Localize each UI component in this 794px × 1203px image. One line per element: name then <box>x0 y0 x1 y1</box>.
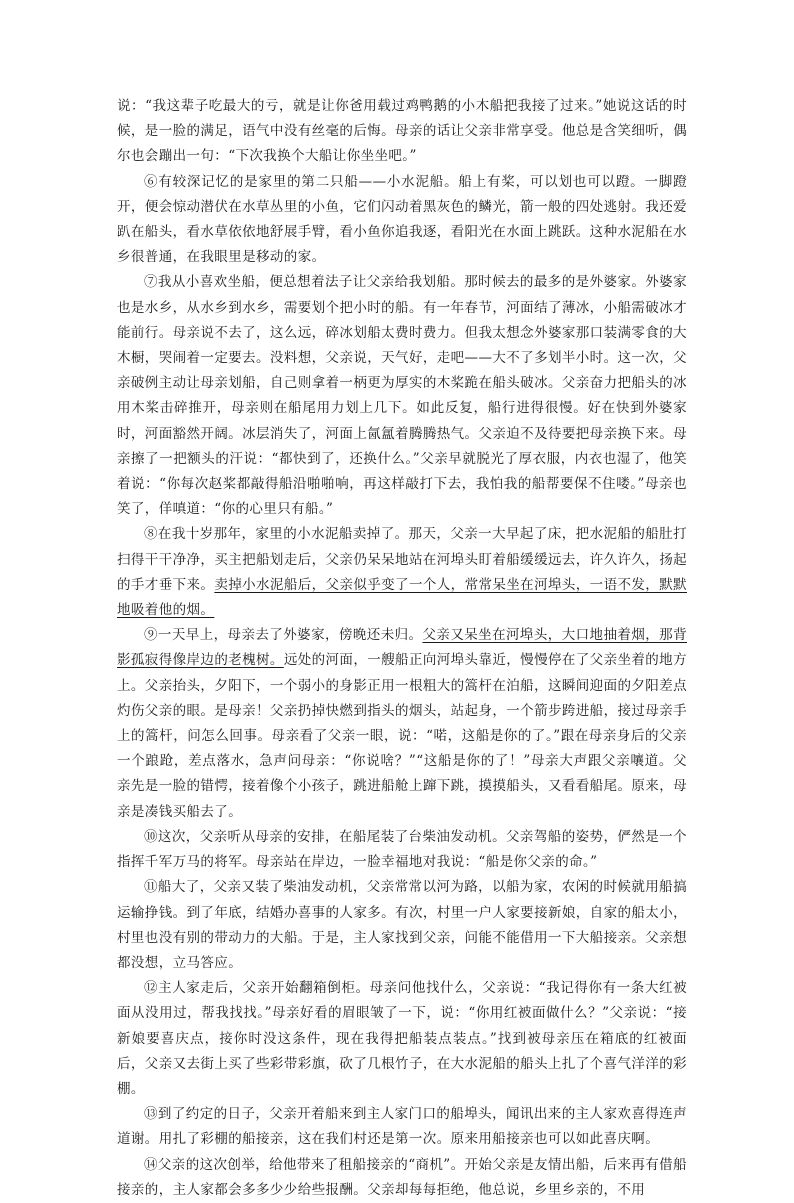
paragraph-text: ⑬到了约定的日子，父亲开着船来到主人家门口的船埠头，闻讯出来的主人家欢喜得连声道谢。用扎了彩棚的船接亲，这在我们村还是第一次。原来用船接亲也可以如此喜庆啊。 <box>117 1106 687 1148</box>
paragraph-text: ⑦我从小喜欢坐船，便总想着法子让父亲给我划船。那时候去的最多的是外婆家。外婆家也是水乡，从水乡到水乡，需要划个把小时的船。有一年春节，河面结了薄冰，小船需破冰才能前行。母亲说不去了，这么远，碎冰划船太费时费力。但我太想念外婆家那口装满零食的大木橱，哭闹着一定要去。没料想，父亲说，天气好，走吧——大不了多划半小时。这一次，父亲破例主动让母亲划船，自己则拿着一柄更为厚实的木桨跪在船头破冰。父亲奋力把船头的冰用木桨击碎推开，母亲则在船尾用力划上几下。如此反复，船行进得很慢。好在快到外婆家时，河面豁然开阔。冰层消失了，河面上氤氲着腾腾热气。父亲迫不及待要把母亲换下来。母亲擦了一把额头的汗说：“都快到了，还换什么。”父亲早就脱光了厚衣服，内衣也湿了，他笑着说：“你每次赵桨都敲得船沿啪啪响，再这样敲打下去，我怕我的船帮要保不住喽。”母亲也笑了，佯嗔道：“你的心里只有船。” <box>117 274 687 518</box>
paragraph-text: ⑨一天早上，母亲去了外婆家，傍晚还未归。 <box>144 627 423 644</box>
paragraph <box>117 522 687 623</box>
paragraph <box>117 270 687 522</box>
document-page <box>117 94 687 1203</box>
underlined-sentence: 父亲又呆坐在河埠头，大口地抽着烟，那背影孤寂得像岸边的老槐树。 <box>117 627 687 669</box>
paragraph <box>117 1153 687 1203</box>
paragraph-text: ⑭父亲的这次创举，给他带来了租船接亲的“商机”。开始父亲是友情出船，后来再有借船接亲的，主人家都会多多少少给些报酬。父亲却每每拒绝，他总说，乡里乡亲的，不用 <box>117 1156 687 1198</box>
paragraph <box>117 825 687 875</box>
paragraph-text: ⑥有较深记忆的是家里的第二只船——小水泥船。船上有桨，可以划也可以蹬。一脚蹬开，便会惊动潜伏在水草丛里的小鱼，它们闪动着黑灰色的鳞光，箭一般的四处逃射。我还爱趴在船头，看水草依依地舒展手臂，看小鱼你追我逐，看阳光在水面上跳跃。这种水泥船在水乡很普通，在我眼里是移动的家。 <box>117 173 687 266</box>
paragraph <box>117 976 687 1102</box>
paragraph <box>117 170 687 271</box>
paragraph-text: 说：“我这辈子吃最大的亏，就是让你爸用载过鸡鸭鹅的小木船把我接了过来。”她说这话的时候，是一脸的满足，语气中没有丝毫的后悔。母亲的话让父亲非常享受。他总是含笑细听，偶尔也会蹦出一句：“下次我换个大船让你坐坐吧。” <box>117 98 687 165</box>
paragraph-text: ⑫主人家走后，父亲开始翻箱倒柜。母亲问他找什么，父亲说：“我记得你有一条大红被面从没用过，帮我找找。”母亲好看的眉眼皱了一下，说：“你用红被面做什么？”父亲说：“接新娘要喜庆点，接你时没这条件，现在我得把船装点装点。”找到被母亲压在箱底的红被面后，父亲又去街上买了些彩带彩旗，砍了几根竹子，在大水泥船的船头上扎了个喜气洋洋的彩棚。 <box>117 980 687 1097</box>
paragraph-text: ⑪船大了，父亲又装了柴油发动机，父亲常常以河为路，以船为家，农闲的时候就用船搞运输挣钱。到了年底，结婚办喜事的人家多。有次，村里一户人家要接新娘，自家的船太小，村里也没有别的带动力的大船。于是，主人家找到父亲，问能不能借用一下大船接亲。父亲想都没想，立马答应。 <box>117 879 687 971</box>
paragraph-continuation <box>117 94 687 170</box>
paragraph-text: ⑧在我十岁那年，家里的小水泥船卖掉了。那天，父亲一大早起了床，把水泥船的船肚打扫得干干净净，买主把船划走后，父亲仍呆呆地站在河埠头盯着船缓缓远去，许久许久，扬起的手才垂下来。 <box>117 526 687 593</box>
paragraph <box>117 623 687 825</box>
paragraph-text: ⑩这次，父亲听从母亲的安排，在船尾装了台柴油发动机。父亲驾船的姿势，俨然是一个指挥千军万马的将军。母亲站在岸边，一脸幸福地对我说：“船是你父亲的命。” <box>117 828 687 871</box>
paragraph <box>117 875 687 976</box>
underlined-sentence: 卖掉小水泥船后，父亲似乎变了一个人，常常呆坐在河埠头，一语不发，默默地吸着他的烟。 <box>117 576 687 619</box>
paragraph <box>117 1102 687 1152</box>
paragraph-text: 远处的河面，一艘船正向河埠头靠近，慢慢停在了父亲坐着的地方上。父亲抬头，夕阳下，一个弱小的身影正用一根粗大的篙杆在泊船，这瞬间迎面的夕阳差点灼伤父亲的眼。是母亲！父亲扔掉快燃到指头的烟头，站起身，一个箭步跨进船，接过母亲手上的篙杆，问怎么回事。母亲看了父亲一眼，说：“喏，这船是你的了。”跟在母亲身后的父亲一个踉跄，差点落水，急声问母亲：“你说啥？”“这船是你的了！”母亲大声跟父亲嚷道。父亲先是一脸的错愕，接着像个小孩子，跳进船舱上蹿下跳，摸摸船头，又看看船尾。原来，母亲是凑钱买船去了。 <box>117 652 687 820</box>
